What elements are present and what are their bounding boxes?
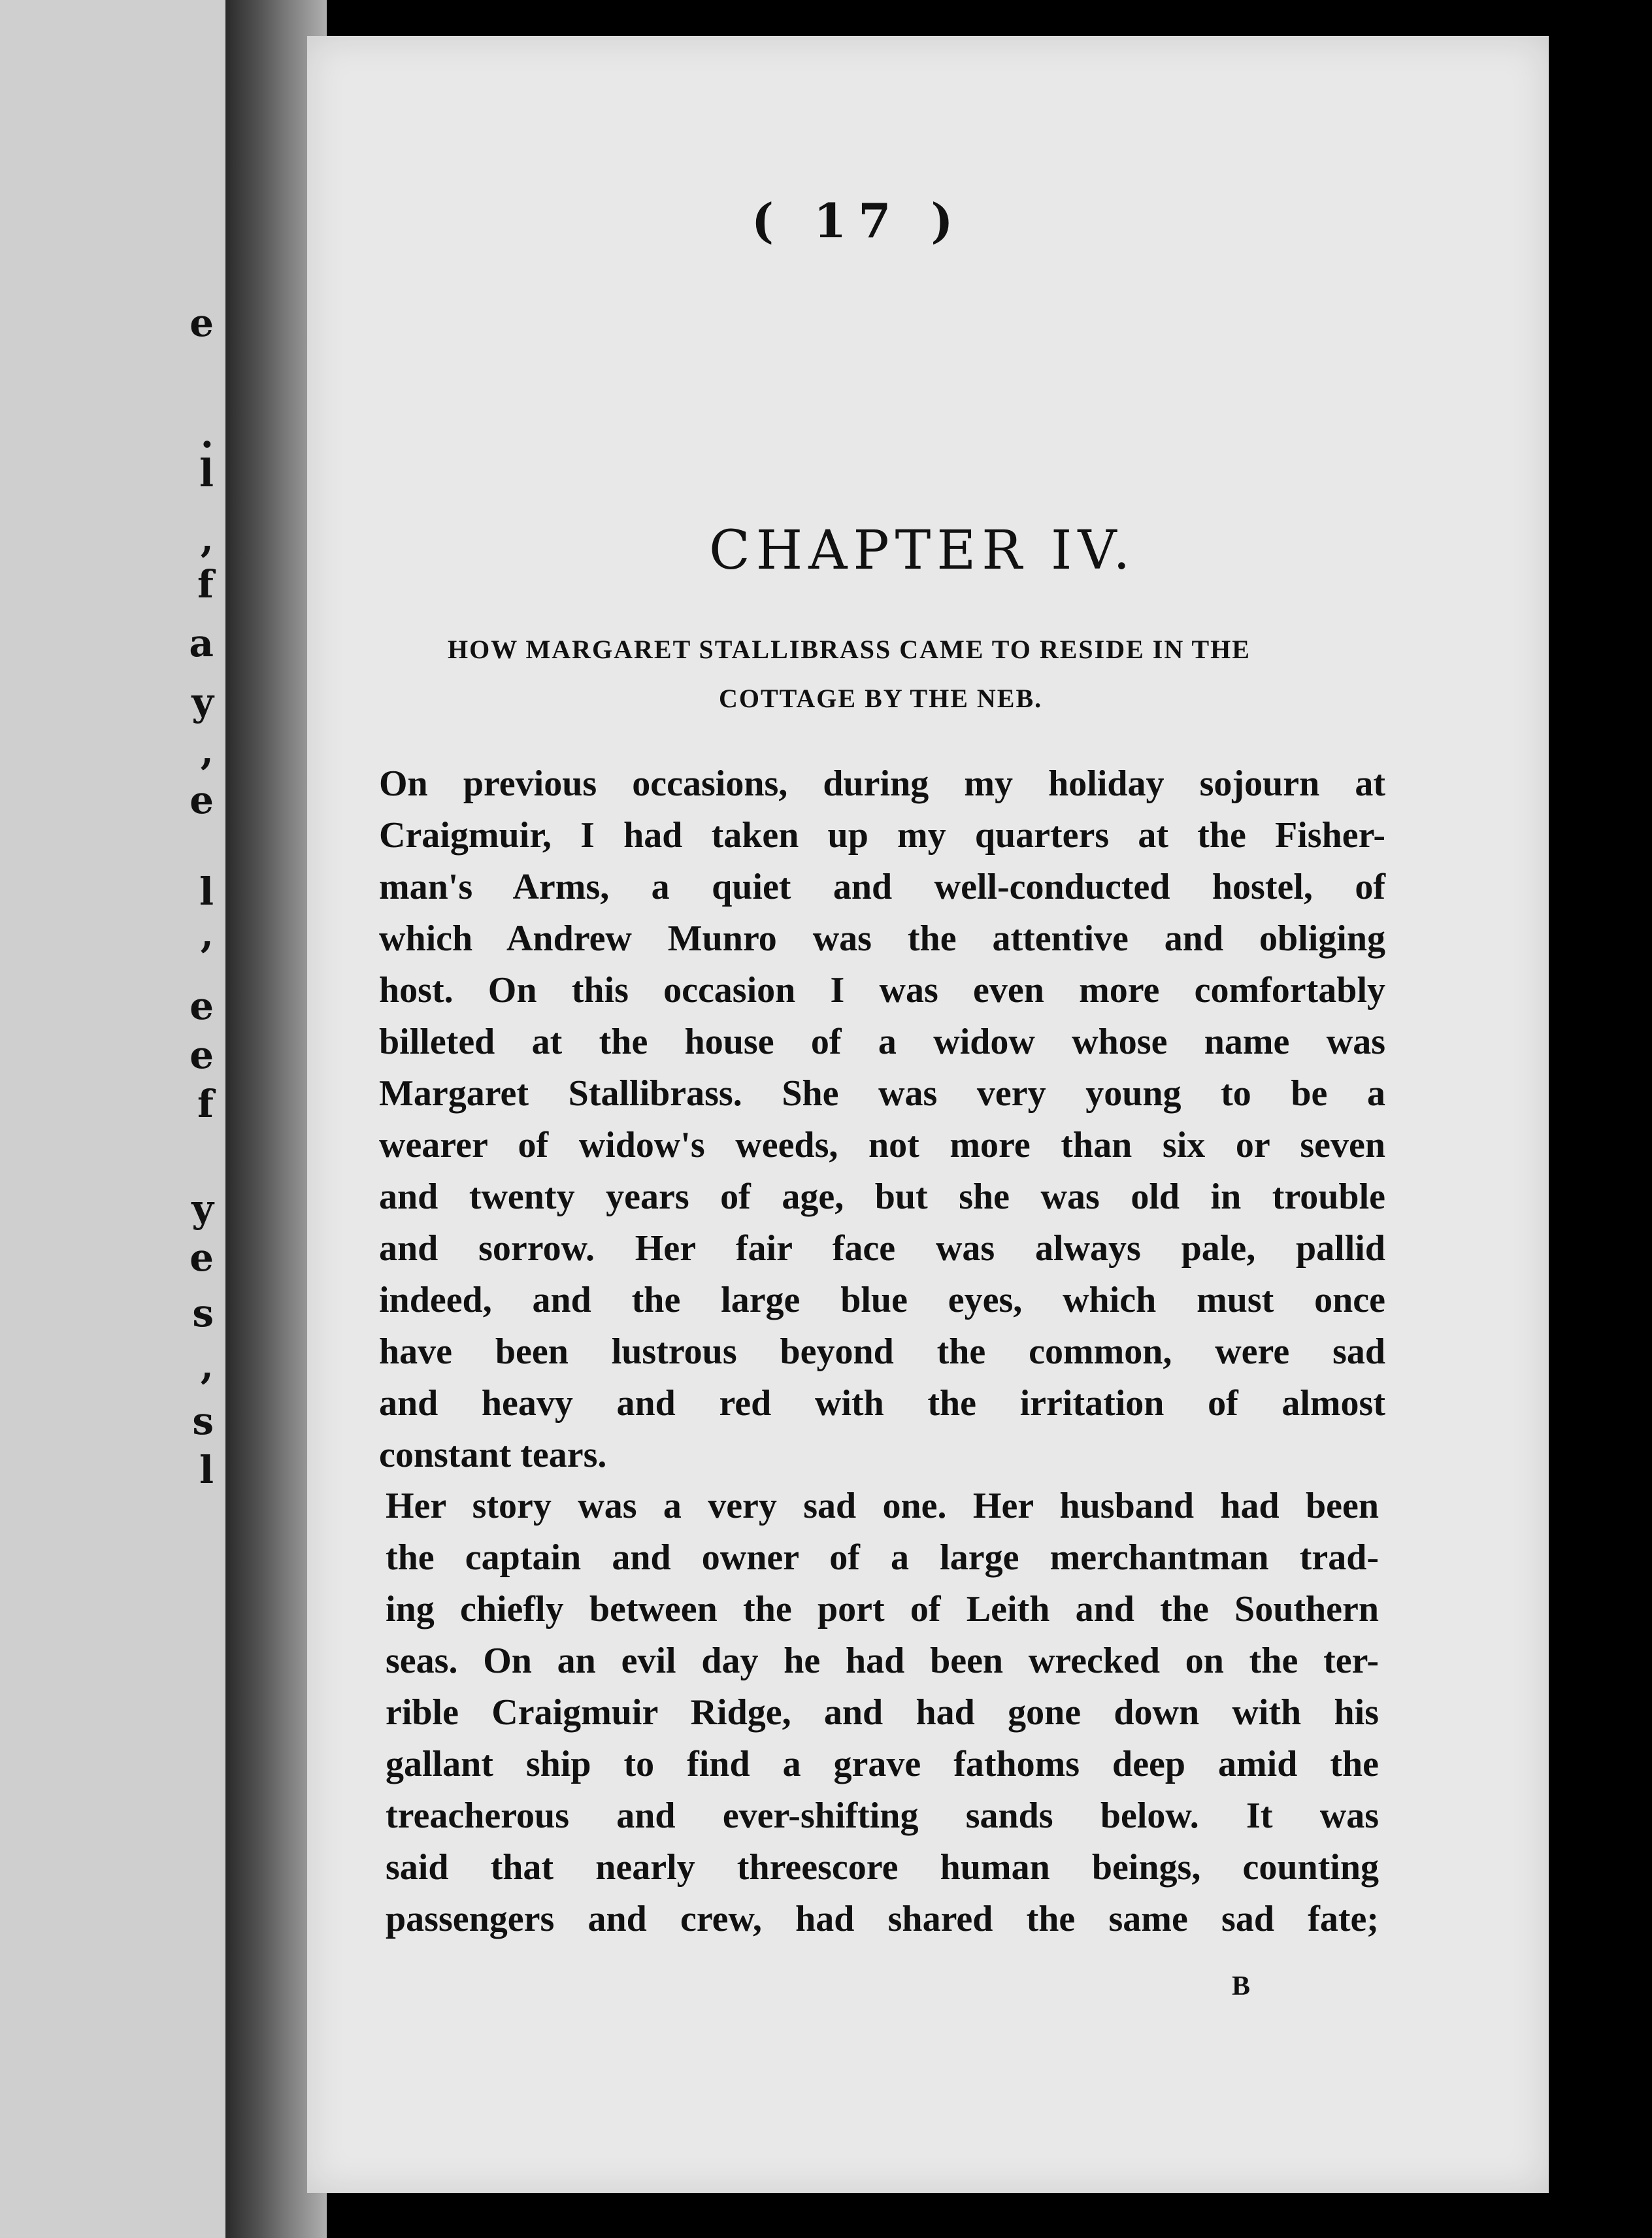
left-page-fragment: ,	[200, 729, 214, 773]
left-page-fragment: ,	[200, 912, 214, 956]
left-page-fragment: ,	[200, 1343, 214, 1388]
left-page-fragment: s	[192, 1291, 214, 1335]
left-page-fragment: .	[200, 412, 214, 456]
text-line: treacherous and ever-shifting sands below. It was	[386, 1795, 1379, 1836]
left-page-fragment: y	[191, 1186, 214, 1231]
text-line: On previous occasions, during my holiday sojourn at	[379, 763, 1385, 804]
text-line: Margaret Stallibrass. She was very young to be a	[379, 1073, 1385, 1114]
left-page-fragment: f	[197, 1082, 214, 1126]
text-line: which Andrew Munro was the attentive and obliging	[379, 918, 1385, 959]
text-line: indeed, and the large blue eyes, which must once	[379, 1280, 1385, 1320]
left-page-fragment: ,	[200, 516, 214, 561]
text-line: and heavy and red with the irritation of almost	[379, 1383, 1385, 1424]
text-line: man's Arms, a quiet and well-conducted hostel, of	[379, 867, 1385, 907]
left-page-fragment: f	[197, 562, 214, 607]
text-line: seas. On an evil day he had been wrecked on the ter-	[386, 1641, 1379, 1681]
left-page-fragment: l	[199, 1448, 214, 1492]
paragraph-1	[379, 758, 1385, 1481]
text-line: gallant ship to find a grave fathoms deep amid the	[386, 1744, 1379, 1784]
chapter-subtitle-line-2: COTTAGE BY THE NEB.	[719, 684, 1043, 713]
left-page-fragment: a	[189, 621, 214, 665]
text-line: wearer of widow's weeds, not more than six or seven	[379, 1125, 1385, 1165]
left-page-fragment: e	[190, 301, 214, 345]
paragraph-2	[386, 1480, 1379, 1945]
chapter-title: CHAPTER IV.	[709, 520, 1136, 582]
left-page-fragment: s	[192, 1399, 214, 1443]
text-line: Craigmuir, I had taken up my quarters at the Fisher-	[379, 815, 1385, 856]
left-page-fragment: y	[191, 680, 214, 724]
signature-mark: B	[1232, 1971, 1251, 2001]
text-line: said that nearly threescore human beings, counting	[386, 1847, 1379, 1888]
left-page-fragment: l	[199, 869, 214, 914]
chapter-subtitle-line-1: HOW MARGARET STALLIBRASS CAME TO RESIDE IN THE	[448, 635, 1251, 664]
text-line: billeted at the house of a widow whose name was	[379, 1022, 1385, 1062]
left-page-fragment: e	[190, 1235, 214, 1280]
text-line: rible Craigmuir Ridge, and had gone down with his	[386, 1692, 1379, 1733]
left-page-edge	[0, 0, 225, 2238]
text-line: the captain and owner of a large merchantman trad-	[386, 1537, 1379, 1578]
text-line: Her story was a very sad one. Her husband had been	[386, 1486, 1379, 1526]
text-line: passengers and crew, had shared the same sad fate;	[386, 1899, 1379, 1939]
left-page-fragment: l	[199, 451, 214, 495]
text-line: and sorrow. Her fair face was always pale, pallid	[379, 1228, 1385, 1269]
page-number: ( 17 )	[752, 193, 965, 248]
left-page-fragment: e	[190, 984, 214, 1028]
left-page-fragment: e	[190, 778, 214, 822]
left-page-fragment: e	[190, 1033, 214, 1077]
text-line: and twenty years of age, but she was old in trouble	[379, 1177, 1385, 1217]
text-line: constant tears.	[379, 1435, 607, 1475]
text-line: host. On this occasion I was even more comfortably	[379, 970, 1385, 1010]
text-line: have been lustrous beyond the common, were sad	[379, 1331, 1385, 1372]
text-line: ing chiefly between the port of Leith and the Southern	[386, 1589, 1379, 1629]
